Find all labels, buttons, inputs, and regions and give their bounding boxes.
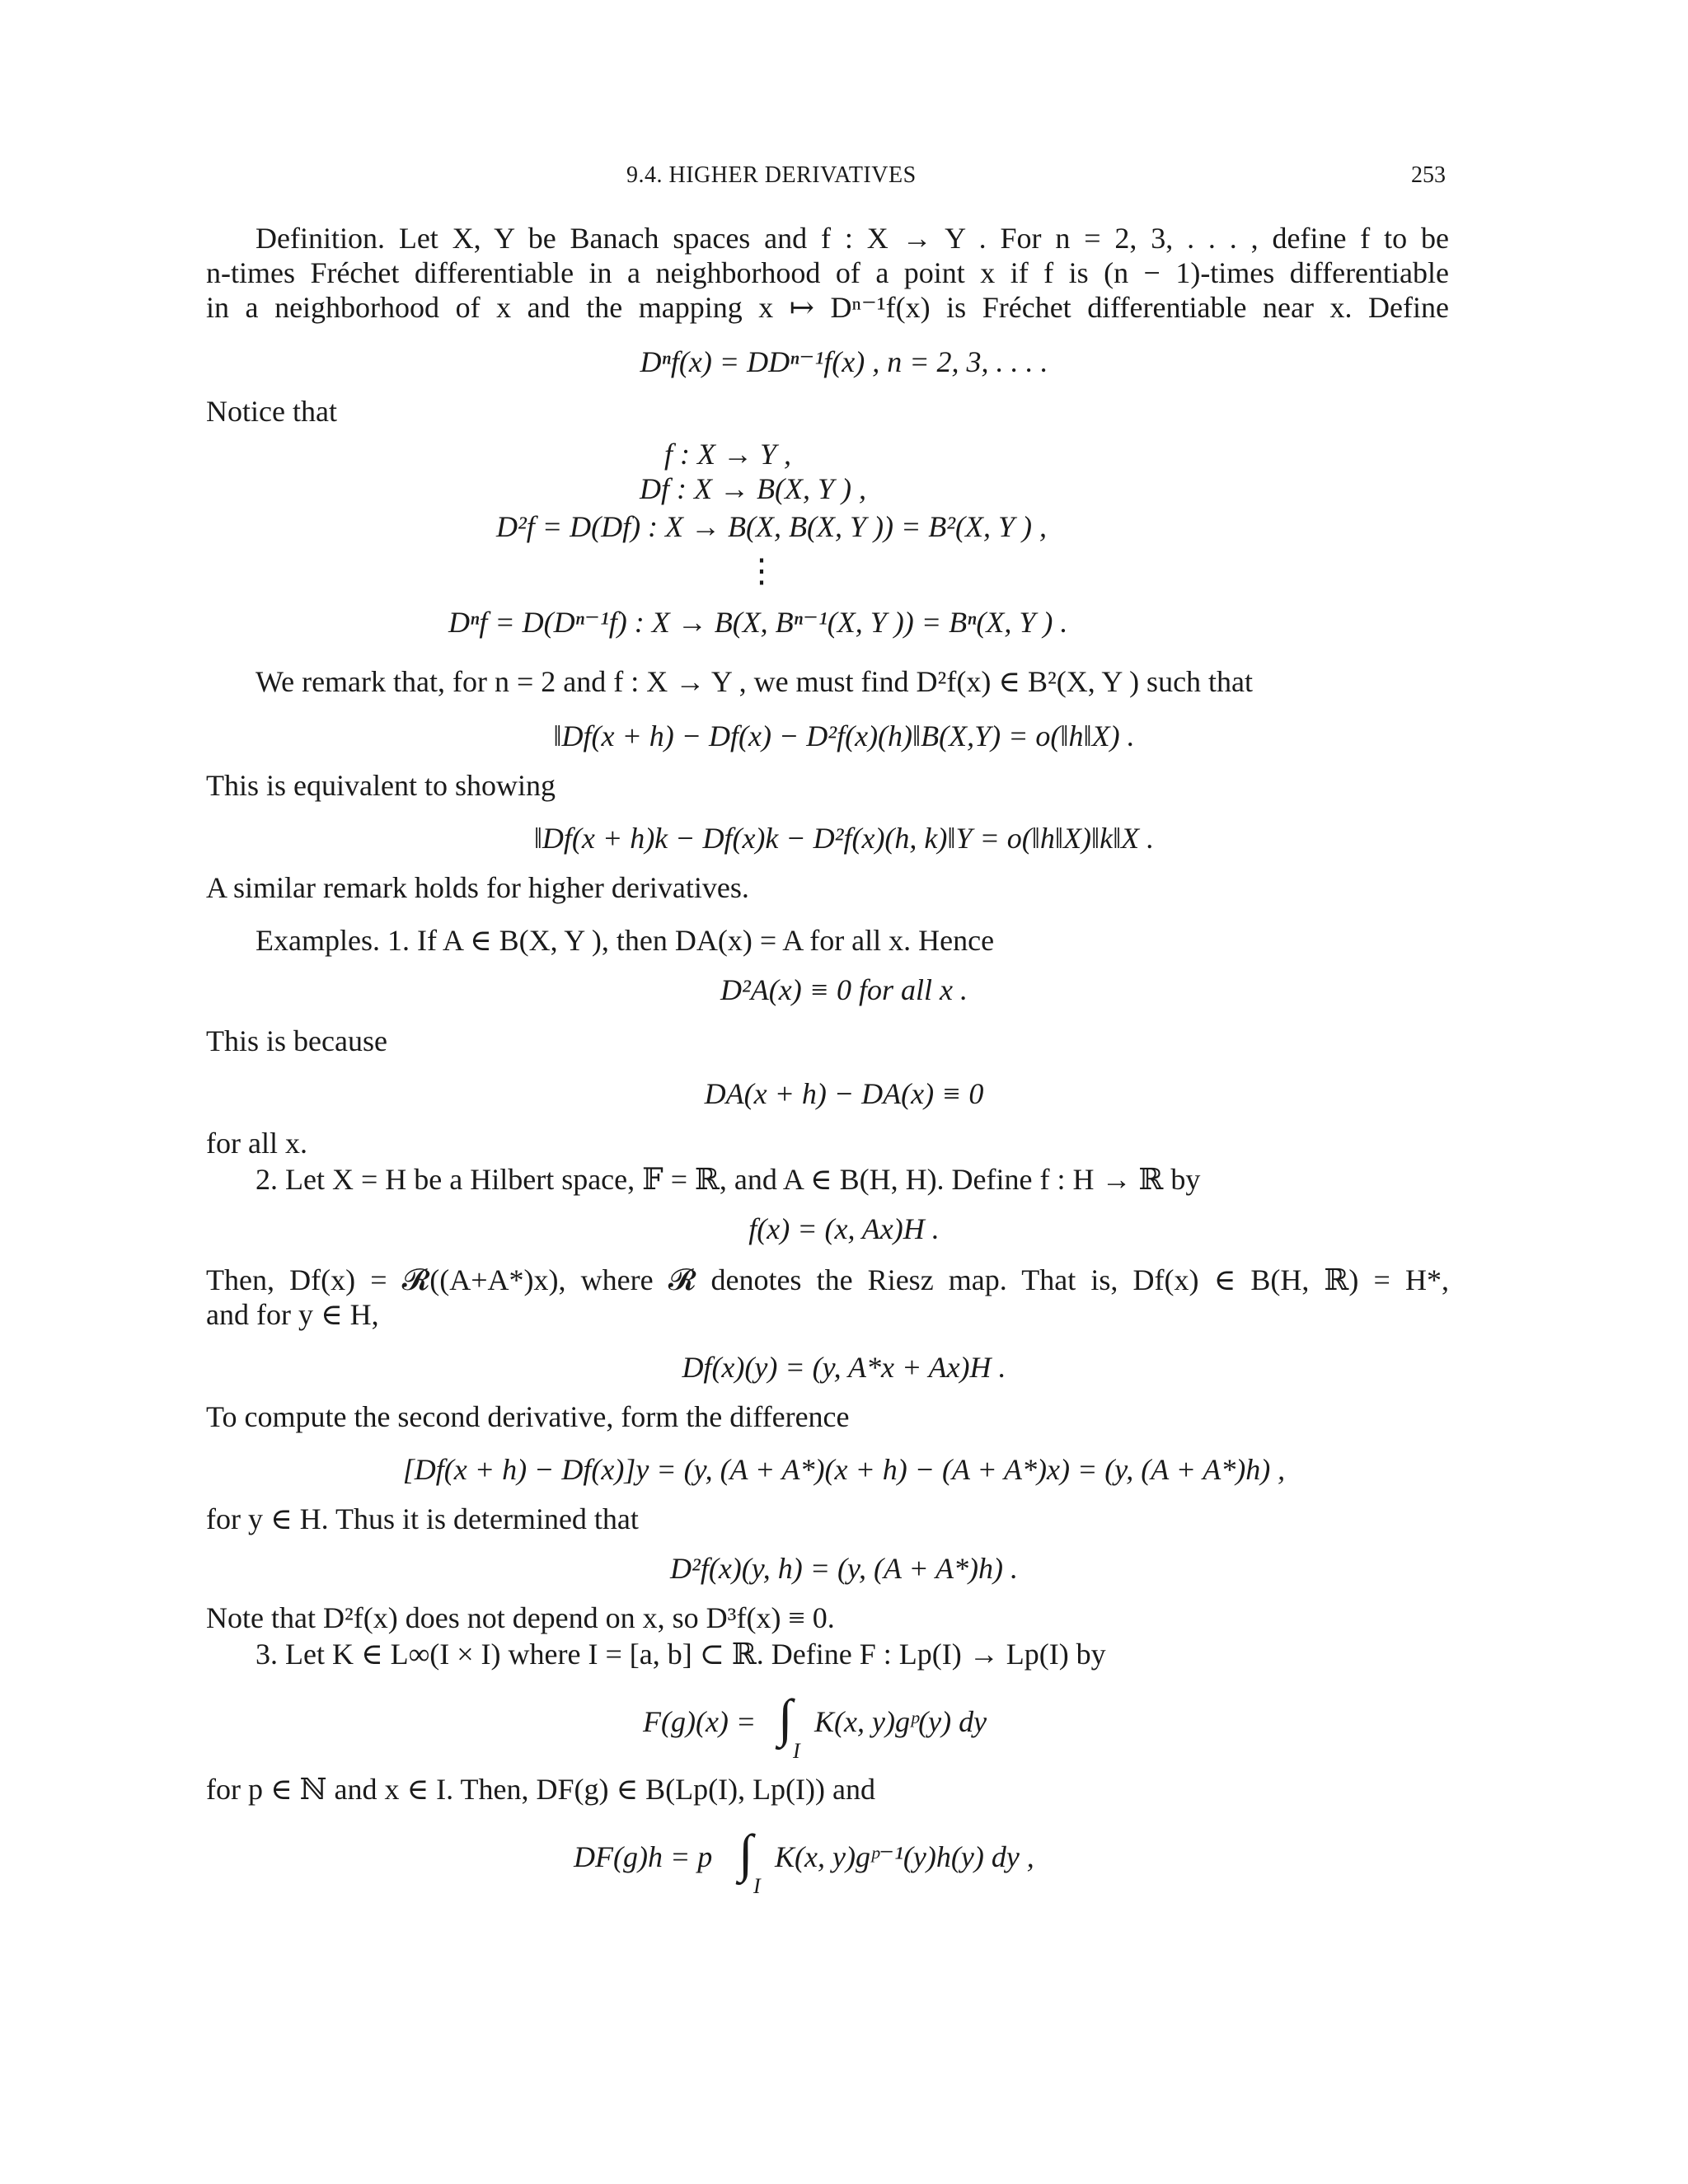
similar-remark-text: A similar remark holds for higher derivatives. xyxy=(206,871,749,904)
page-number: 253 xyxy=(1411,162,1446,188)
riesz-line-1: Then, Df(x) = 𝓡((A+A*)x), where 𝓡 denotes the Riesz map. That is, Df(x) ∈ B(H, ℝ) = H*, xyxy=(206,1263,1449,1296)
equation-integral-rhs: K(x, y)gᵖ(y) dy xyxy=(814,1705,987,1738)
equation-dF-rhs: K(x, y)gᵖ⁻¹(y)h(y) dy , xyxy=(775,1840,1034,1873)
equation-definition: Dⁿf(x) = DDⁿ⁻¹f(x) , n = 2, 3, . . . . xyxy=(640,345,1048,378)
for-p-text: for p ∈ ℕ and x ∈ I. Then, DF(g) ∈ B(Lp(I), Lp(I)) and xyxy=(206,1773,875,1806)
equation-align-1: f : X → Y , xyxy=(664,438,792,471)
notice-text: Notice that xyxy=(206,395,337,428)
equation-equivalent: ‖Df(x + h)k − Df(x)k − D²f(x)(h, k)‖Y = o(‖h‖X)‖k‖X . xyxy=(533,822,1155,855)
equation-difference-zero: DA(x + h) − DA(x) ≡ 0 xyxy=(704,1077,984,1110)
integral-sign-2: ∫ xyxy=(738,1824,753,1882)
equation-inner-product: f(x) = (x, Ax)H . xyxy=(748,1212,940,1245)
vertical-ellipsis: ⋮ xyxy=(745,552,778,589)
equation-align-2: Df : X → B(X, Y ) , xyxy=(640,472,866,505)
definition-line-1: Definition. Let X, Y be Banach spaces and f : X → Y . For n = 2, 3, . . . , define f to be xyxy=(256,222,1449,255)
integral-domain-label-2: I xyxy=(753,1874,761,1898)
equation-dF-lhs: DF(g)h = p xyxy=(574,1840,713,1873)
equation-second-difference: [Df(x + h) − Df(x)]y = (y, (A + A*)(x + h) − (A + A*)x) = (y, (A + A*)h) , xyxy=(402,1453,1286,1486)
running-title: 9.4. HIGHER DERIVATIVES xyxy=(626,162,917,188)
equation-derivative-y: Df(x)(y) = (y, A*x + Ax)H . xyxy=(682,1351,1006,1384)
example-3-text: 3. Let K ∈ L∞(I × I) where I = [a, b] ⊂ ℝ. Define F : Lp(I) → Lp(I) by xyxy=(256,1638,1106,1671)
example-2-text: 2. Let X = H be a Hilbert space, 𝔽 = ℝ, and A ∈ B(H, H). Define f : H → ℝ by xyxy=(256,1163,1201,1196)
definition-line-3: in a neighborhood of x and the mapping x ↦ Dⁿ⁻¹f(x) is Fréchet differentiable near x. Define xyxy=(206,291,1449,324)
for-all-text: for all x. xyxy=(206,1127,307,1160)
compute-text: To compute the second derivative, form the difference xyxy=(206,1400,850,1433)
definition-line-2: n-times Fréchet differentiable in a neighborhood of a point x if f is (n − 1)-times differentiable xyxy=(206,256,1449,289)
equation-integral-lhs: F(g)(x) = xyxy=(643,1705,757,1738)
integral-domain-label: I xyxy=(793,1739,800,1763)
because-text: This is because xyxy=(206,1024,387,1057)
for-y-text: for y ∈ H. Thus it is determined that xyxy=(206,1502,639,1535)
example-1-text: Examples. 1. If A ∈ B(X, Y ), then DA(x) = A for all x. Hence xyxy=(256,924,995,957)
equation-frechet-norm: ‖Df(x + h) − Df(x) − D²f(x)(h)‖B(X,Y) = o(‖h‖X) . xyxy=(553,719,1135,752)
note-text: Note that D²f(x) does not depend on x, so D³f(x) ≡ 0. xyxy=(206,1601,835,1634)
equation-align-4: Dⁿf = D(Dⁿ⁻¹f) : X → B(X, Bⁿ⁻¹(X, Y )) = Bⁿ(X, Y ) . xyxy=(448,606,1068,639)
equation-align-3: D²f = D(Df) : X → B(X, B(X, Y )) = B²(X, Y ) , xyxy=(496,510,1048,543)
equivalent-text: This is equivalent to showing xyxy=(206,769,556,802)
remark-text: We remark that, for n = 2 and f : X → Y , we must find D²f(x) ∈ B²(X, Y ) such that xyxy=(256,665,1254,698)
riesz-line-2: and for y ∈ H, xyxy=(206,1298,379,1331)
equation-example-1: D²A(x) ≡ 0 for all x . xyxy=(720,973,968,1006)
integral-sign: ∫ xyxy=(778,1689,793,1747)
equation-second-derivative: D²f(x)(y, h) = (y, (A + A*)h) . xyxy=(670,1552,1018,1585)
